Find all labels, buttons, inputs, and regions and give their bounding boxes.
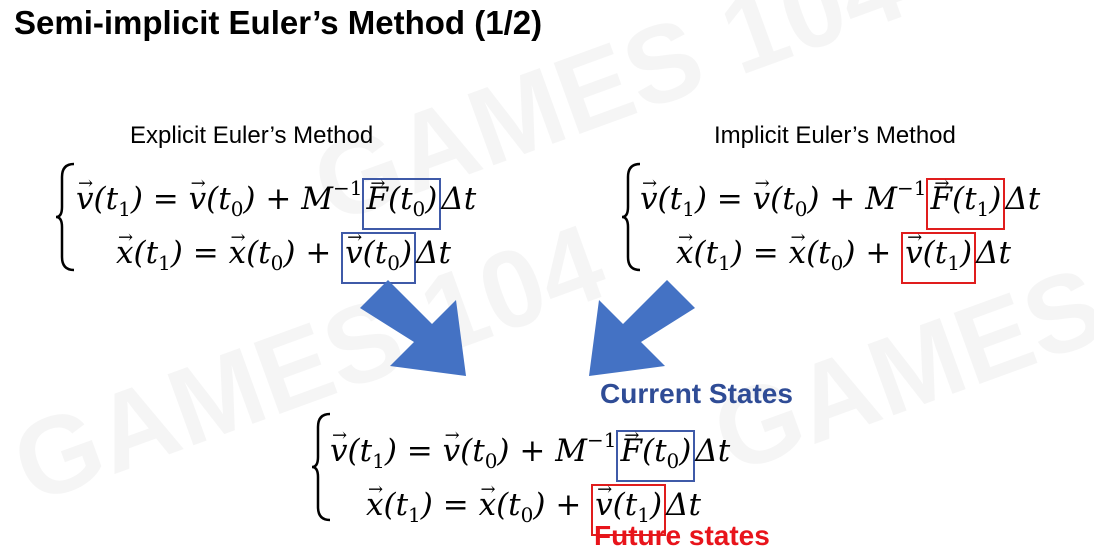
implicit-velocity-eq: $v \to(t_1) = v \to(t_0) + M^{-1}$ $F \to(t_1)$ Δt — [640, 166, 1040, 231]
velocity-t0-box: $v \to(t_0)$ — [341, 232, 416, 284]
brace-icon — [54, 162, 78, 272]
force-t1-box: $F \to(t_1)$ — [926, 178, 1005, 230]
explicit-equations — [76, 166, 476, 285]
arrow-down-right-icon — [360, 280, 470, 380]
force-t0-box: $F \to(t_0)$ — [362, 178, 441, 230]
arrow-down-left-icon — [585, 280, 695, 380]
velocity-t1-box: $v \to(t_1)$ — [591, 484, 666, 536]
explicit-position-eq: $x \to(t_1) = x \to(t_0) + v \to(t_0)$ Δt — [76, 231, 476, 285]
semi-position-eq: $x \to(t_1) = x \to(t_0) + v \to(t_1)$ Δt — [330, 483, 730, 537]
semi-velocity-eq: $v \to(t_1) = v \to(t_0) + M^{-1}$ $F \to(t_0)$ Δt — [330, 418, 730, 483]
velocity-t1-box: $v \to(t_1)$ — [901, 232, 976, 284]
explicit-heading: Explicit Euler’s Method — [130, 122, 374, 149]
force-t0-box: $F \to(t_0)$ — [616, 430, 695, 482]
current-states-label: Current States — [600, 378, 793, 409]
implicit-position-eq: $x \to(t_1) = x \to(t_0) + v \to(t_1)$ Δt — [640, 231, 1040, 285]
explicit-velocity-eq: $v \to(t_1) = v \to(t_0) + M^{-1}$ $F \to(t_0)$ Δt — [76, 166, 476, 231]
implicit-equations — [640, 166, 1040, 285]
future-states-label: Future states — [594, 520, 770, 551]
implicit-heading: Implicit Euler’s Method — [714, 122, 956, 149]
page-title: Semi-implicit Euler’s Method (1/2) — [14, 4, 543, 41]
